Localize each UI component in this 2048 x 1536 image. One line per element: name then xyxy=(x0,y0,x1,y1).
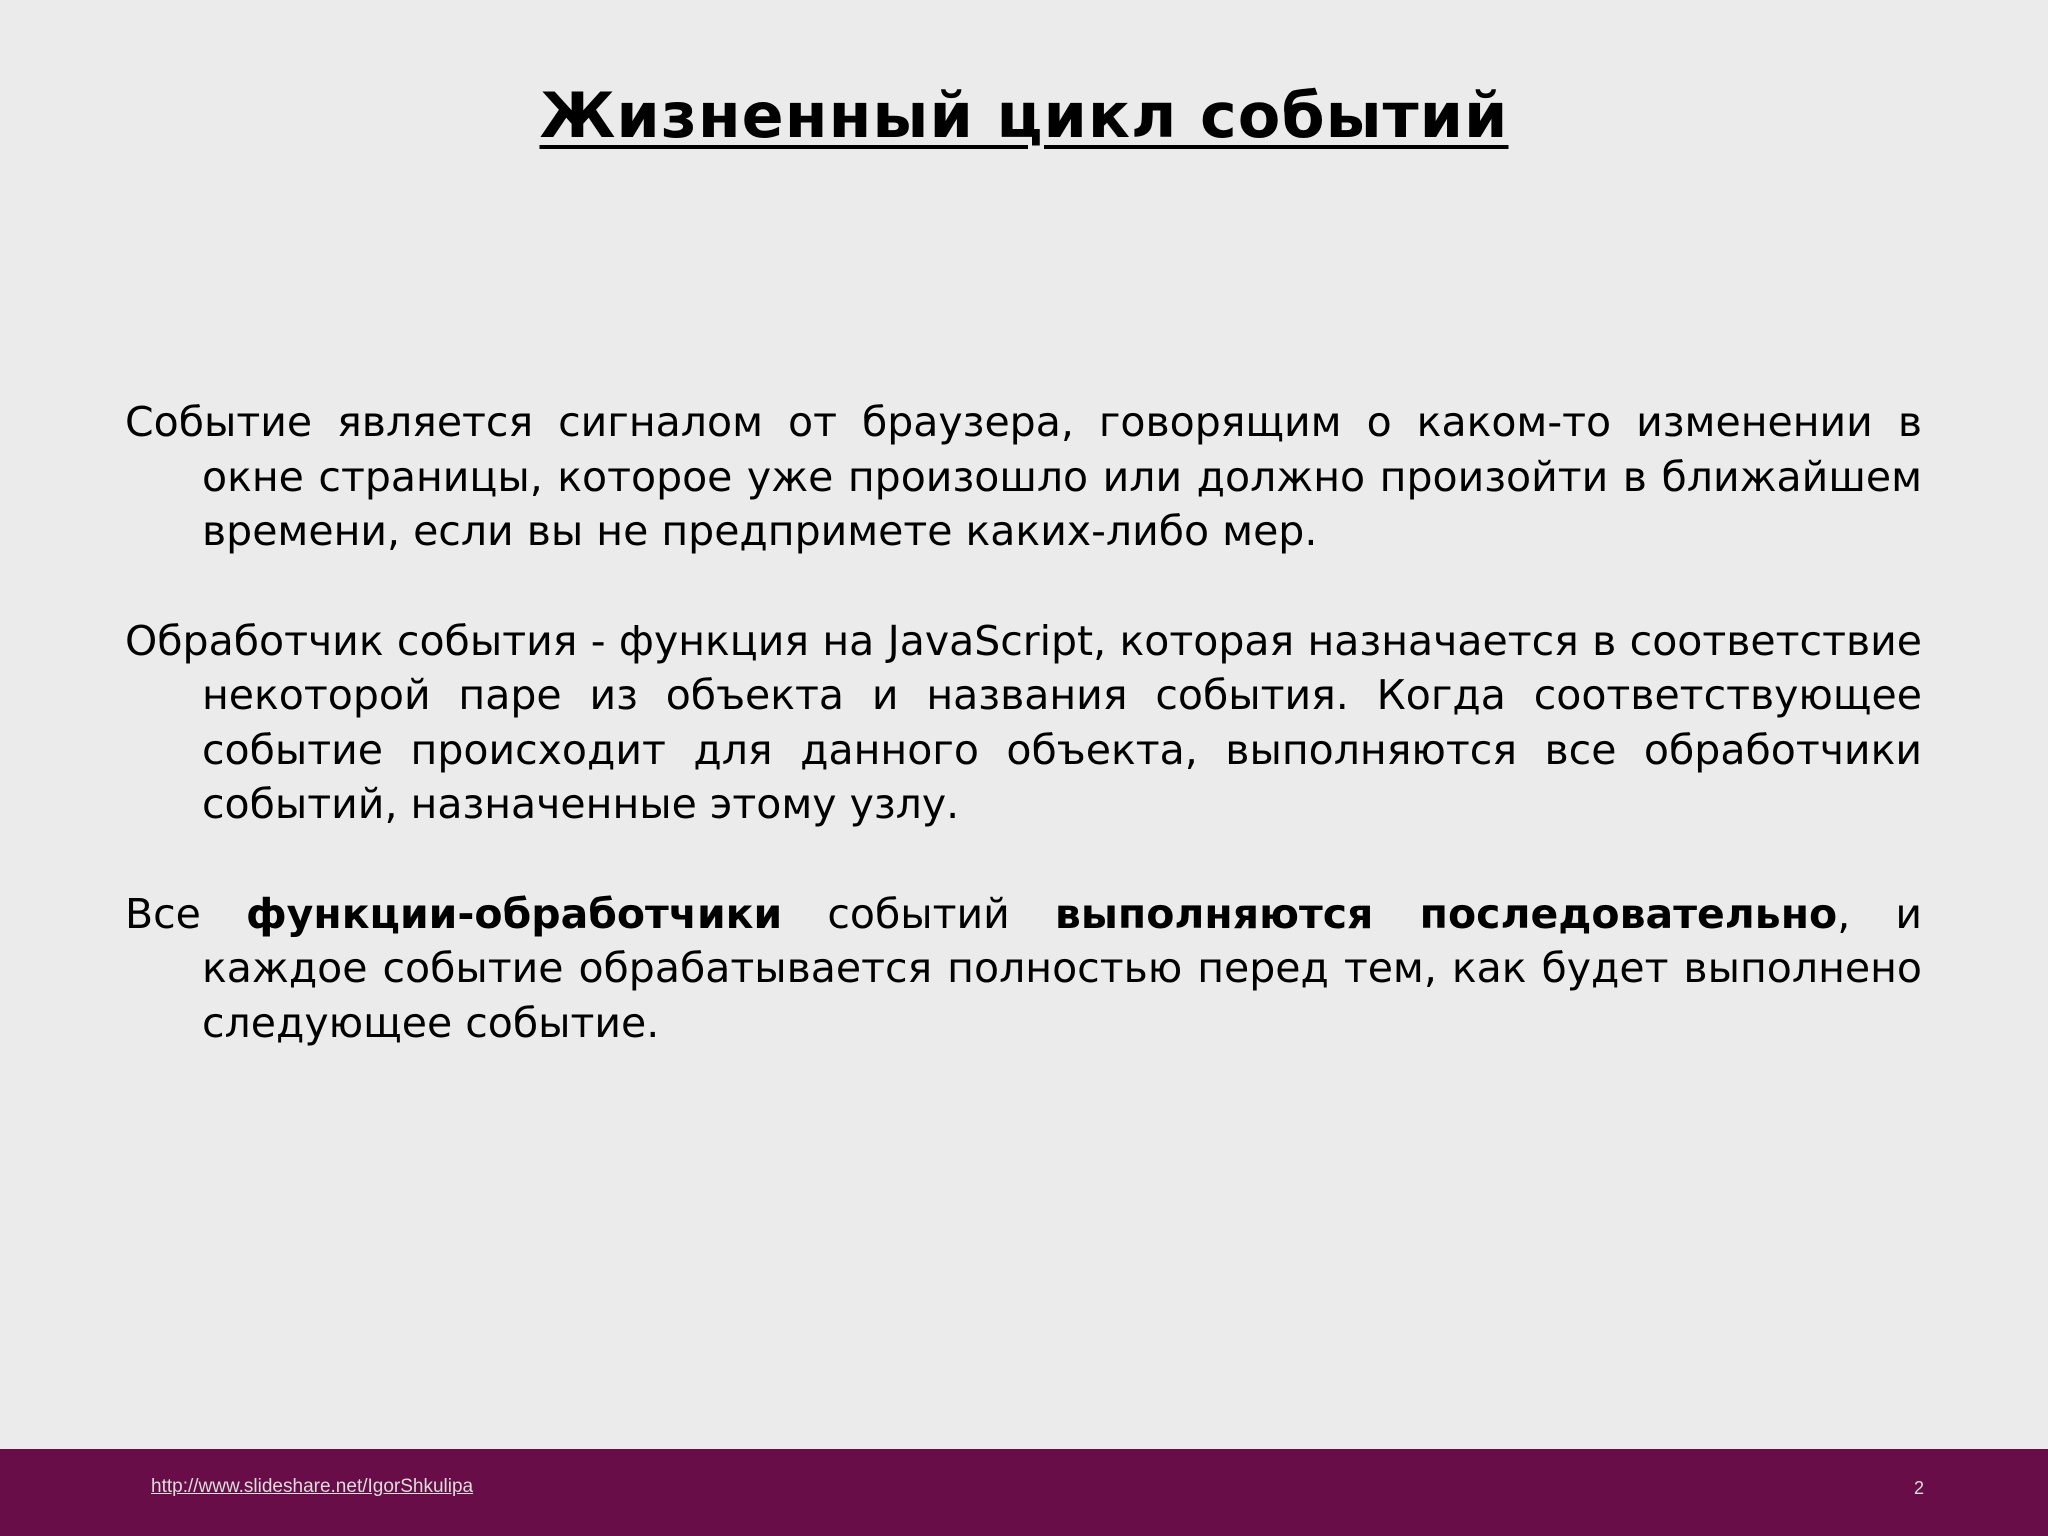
text-run: событий xyxy=(782,889,1055,938)
footer-bar xyxy=(0,1449,2048,1536)
slide-title-text: Жизненный цикл событий xyxy=(539,79,1509,152)
text-run: Событие является сигналом от браузера, говорящим о каком-то изменении в окне страницы, которое уже произошло или должно произойти в ближайшем времени, если вы не предпримете каких-либо мер. xyxy=(125,398,1922,555)
body-paragraph-2 xyxy=(125,614,1922,832)
footer-source-link[interactable]: http://www.slideshare.net/IgorShkulipa xyxy=(151,1476,474,1497)
text-run: Обработчик события - функция на JavaScript, которая назначается в соответствие некоторой паре из объекта и названия события. Когда соответствующее событие происходит для данного объекта, выполняются все обработчики событий, назначенные этому узлу. xyxy=(125,616,1922,828)
bold-text-run: выполняются последовательно xyxy=(1054,889,1838,938)
text-run: , и каждое событие обрабатывается полностью перед тем, как будет выполнено следующее событие. xyxy=(202,889,1923,1047)
page-number: 2 xyxy=(1913,1478,1924,1498)
bold-text-run: функции-обработчики xyxy=(246,889,783,938)
body-paragraph-1 xyxy=(125,395,1922,559)
text-run: Все xyxy=(125,889,246,938)
slide-title xyxy=(0,72,2048,160)
slide-body xyxy=(125,395,1922,1105)
body-paragraph-3 xyxy=(125,887,1922,1051)
